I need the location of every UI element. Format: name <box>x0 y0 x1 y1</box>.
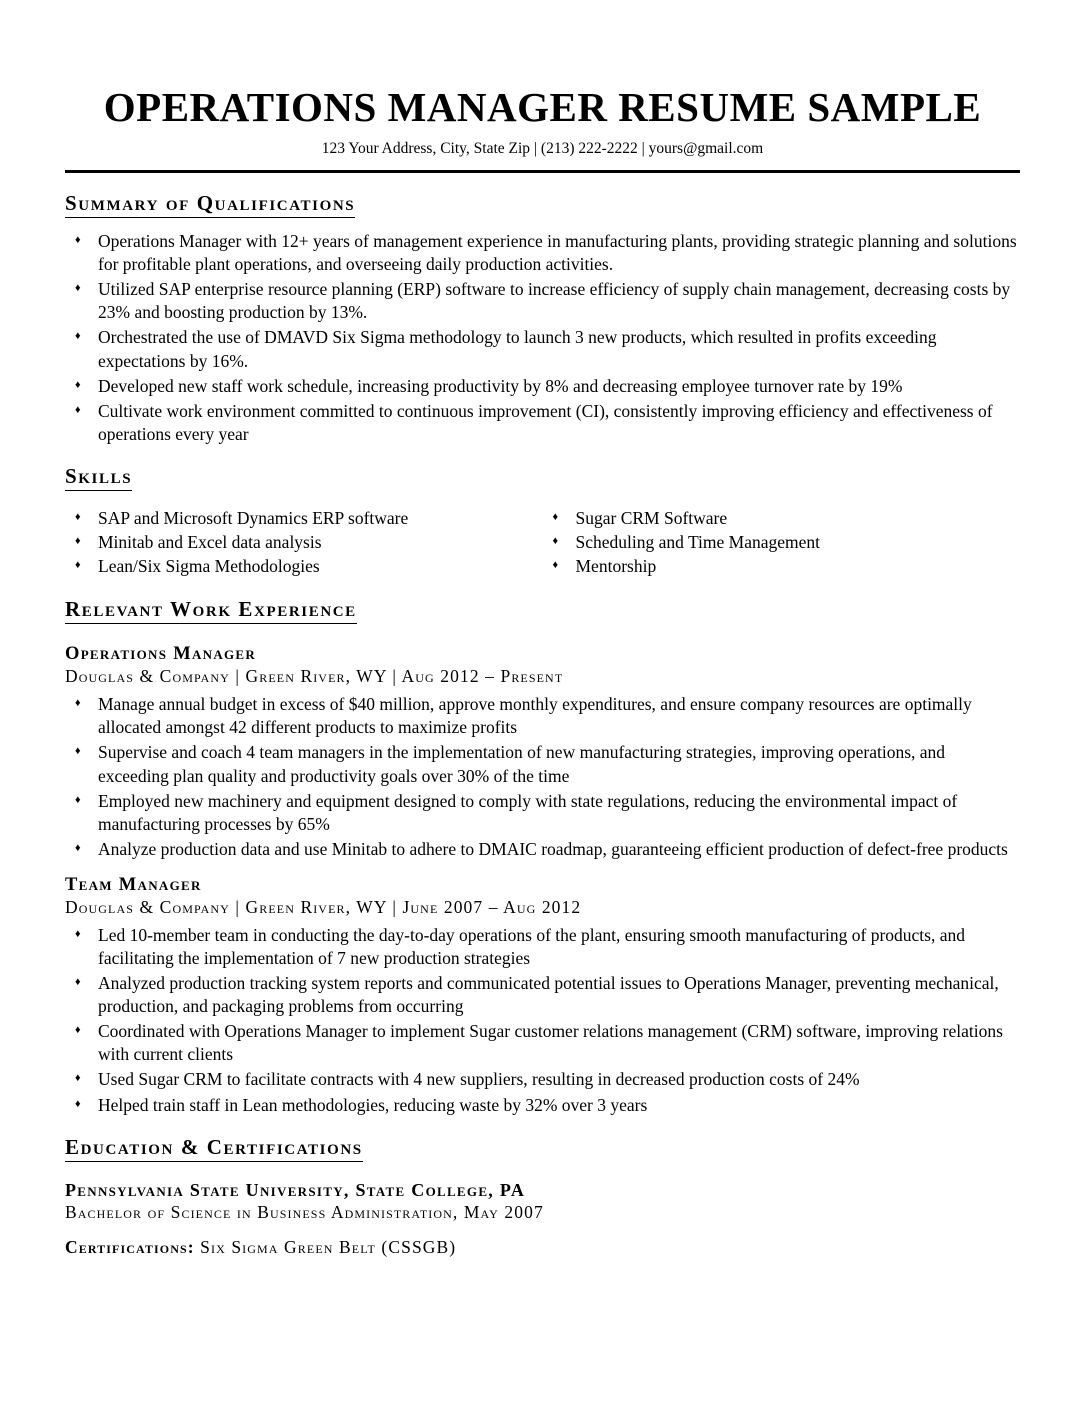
list-item: ♦ Orchestrated the use of DMAVD Six Sigma methodology to launch 3 new products, which resulted in profits exceeding expectations by 16%. <box>65 326 1020 372</box>
job-title: Operations Manager <box>65 644 257 665</box>
summary-bullet-list <box>65 230 1020 446</box>
section-education <box>65 1135 1020 1168</box>
section-heading-summary: Summary of Qualifications <box>65 191 355 218</box>
skills-list-left <box>65 507 543 578</box>
header-divider <box>65 170 1020 173</box>
certifications-line <box>65 1237 1020 1258</box>
page-title: OPERATIONS MANAGER RESUME SAMPLE <box>103 84 982 130</box>
list-item: ♦ Sugar CRM Software <box>543 507 1021 530</box>
section-heading-skills: Skills <box>65 464 132 491</box>
list-item: ♦ Developed new staff work schedule, increasing productivity by 8% and decreasing employee turnover rate by 19% <box>65 375 1020 398</box>
list-item: ♦ Led 10-member team in conducting the day-to-day operations of the plant, ensuring smooth manufacturing of products, and facilitating the implementation of 7 new production strategies <box>65 924 1020 970</box>
skills-columns <box>65 501 1020 579</box>
list-item: ♦ Mentorship <box>543 555 1021 578</box>
list-item: ♦ Employed new machinery and equipment designed to comply with state regulations, reducing the environmental impact of manufacturing processes by 65% <box>65 790 1020 836</box>
job-entry-1 <box>65 644 1020 861</box>
section-heading-education: Education & Certifications <box>65 1135 363 1162</box>
section-skills <box>65 464 1020 497</box>
section-summary <box>65 191 1020 224</box>
job-bullet-list <box>65 924 1020 1117</box>
certifications-label: Certifications: <box>65 1236 195 1257</box>
list-item: ♦ Analyze production data and use Minitab to adhere to DMAIC roadmap, guaranteeing efficient production of defect-free products <box>65 838 1020 861</box>
job-company-location-dates: Douglas & Company | Green River, WY | Aug 2012 – Present <box>65 666 564 687</box>
list-item: ♦ Analyzed production tracking system reports and communicated potential issues to Operations Manager, preventing mechanical, production, and packaging problems from occurring <box>65 972 1020 1018</box>
list-item: ♦ Lean/Six Sigma Methodologies <box>65 555 543 578</box>
list-item: ♦ Scheduling and Time Management <box>543 531 1021 554</box>
resume-content <box>65 85 1020 1258</box>
list-item: ♦ Manage annual budget in excess of $40 million, approve monthly expenditures, and ensure company resources are optimally allocated amongst 42 different products to maximize profits <box>65 693 1020 739</box>
job-company-location-dates: Douglas & Company | Green River, WY | June 2007 – Aug 2012 <box>65 896 582 917</box>
skills-list-right <box>543 507 1021 578</box>
list-item: ♦ Supervise and coach 4 team managers in the implementation of new manufacturing strategies, improving operations, and exceeding plan quality and productivity goals over 30% of the time <box>65 741 1020 787</box>
list-item: ♦ Utilized SAP enterprise resource planning (ERP) software to increase efficiency of supply chain management, decreasing costs by 23% and boosting production by 13%. <box>65 278 1020 324</box>
list-item: ♦ Cultivate work environment committed to continuous improvement (CI), consistently improving efficiency and effectiveness of operations every year <box>65 400 1020 446</box>
list-item: ♦ Minitab and Excel data analysis <box>65 531 543 554</box>
list-item: ♦ Operations Manager with 12+ years of management experience in manufacturing plants, providing strategic planning and solutions for profitable plant operations, and overseeing daily production activities. <box>65 230 1020 276</box>
contact-info: 123 Your Address, City, State Zip | (213) 222-2222 | yours@gmail.com <box>321 140 764 158</box>
list-item: ♦ Used Sugar CRM to facilitate contracts with 4 new suppliers, resulting in decreased production costs of 24% <box>65 1068 1020 1091</box>
job-entry-2 <box>65 875 1020 1117</box>
education-degree: Bachelor of Science in Business Administration, May 2007 <box>65 1201 544 1222</box>
education-school: Pennsylvania State University, State College, PA <box>65 1179 526 1200</box>
skills-column-right <box>543 501 1021 579</box>
list-item: ♦ Helped train staff in Lean methodologies, reducing waste by 32% over 3 years <box>65 1094 1020 1117</box>
list-item: ♦ Coordinated with Operations Manager to implement Sugar customer relations management (CRM) software, improving relations with current clients <box>65 1020 1020 1066</box>
section-heading-experience: Relevant Work Experience <box>65 597 357 624</box>
certifications-value: Six Sigma Green Belt (CSSGB) <box>200 1236 457 1257</box>
section-experience <box>65 597 1020 630</box>
list-item: ♦ SAP and Microsoft Dynamics ERP software <box>65 507 543 530</box>
job-title: Team Manager <box>65 874 202 895</box>
skills-column-left <box>65 501 543 579</box>
job-bullet-list <box>65 693 1020 861</box>
